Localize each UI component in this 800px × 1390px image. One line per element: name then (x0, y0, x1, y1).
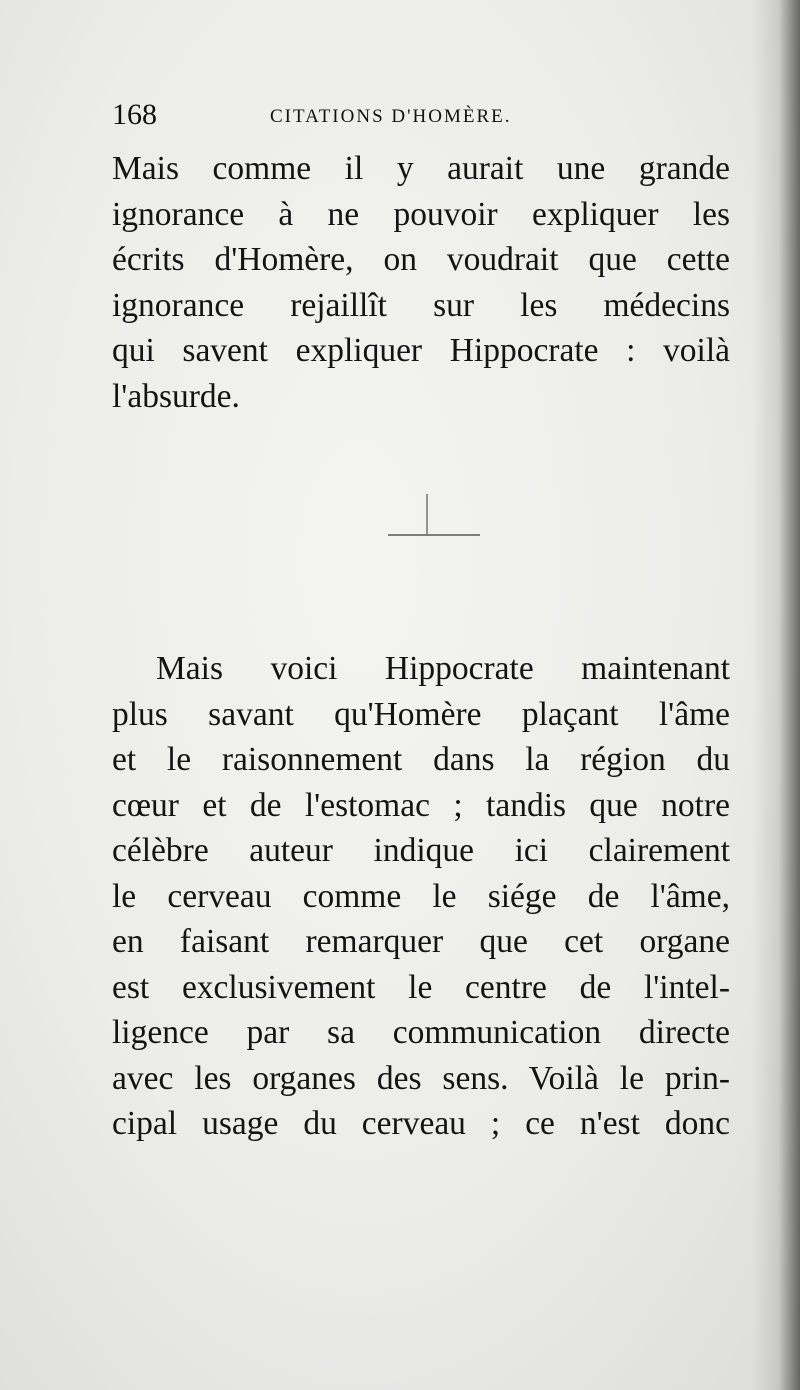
text-line: et le raisonnement dans la région du (112, 741, 730, 778)
running-head: CITATIONS D'HOMÈRE. (270, 106, 512, 127)
text-line: ignorance à ne pouvoir expliquer les (112, 195, 730, 233)
text-line: est exclusivement le centre de l'intel- (112, 968, 730, 1006)
text-line: plus savant qu'Homère plaçant l'âme (112, 695, 730, 733)
text-line: avec les organes des sens. Voilà le prin- (112, 1059, 730, 1097)
paragraph-1 (112, 146, 730, 419)
text-line: en faisant remarquer que cet organe (112, 923, 730, 960)
text-line: écrits d'Homère, on voudrait que cette (112, 241, 730, 278)
text-line: qui savent expliquer Hippocrate : voilà (112, 332, 730, 369)
text-line: ignorance rejaillît sur les médecins (112, 286, 730, 324)
page-edge-shadow (752, 0, 800, 1390)
page-header (112, 98, 732, 138)
bleed-through-mark (426, 494, 428, 534)
text-line: célèbre auteur indique ici clairement (112, 832, 730, 869)
text-line: l'absurde. (112, 377, 240, 415)
paragraph-2 (112, 646, 730, 1147)
text-line: cipal usage du cerveau ; ce n'est donc (112, 1105, 730, 1142)
text-line: Mais voici Hippocrate maintenant (156, 650, 730, 687)
page-number: 168 (112, 98, 157, 131)
text-line: ligence par sa communication directe (112, 1014, 730, 1051)
text-line: Mais comme il y aurait une grande (112, 150, 730, 187)
section-rule (388, 534, 480, 536)
text-line: le cerveau comme le siége de l'âme, (112, 877, 730, 915)
text-line: cœur et de l'estomac ; tandis que notre (112, 786, 730, 824)
